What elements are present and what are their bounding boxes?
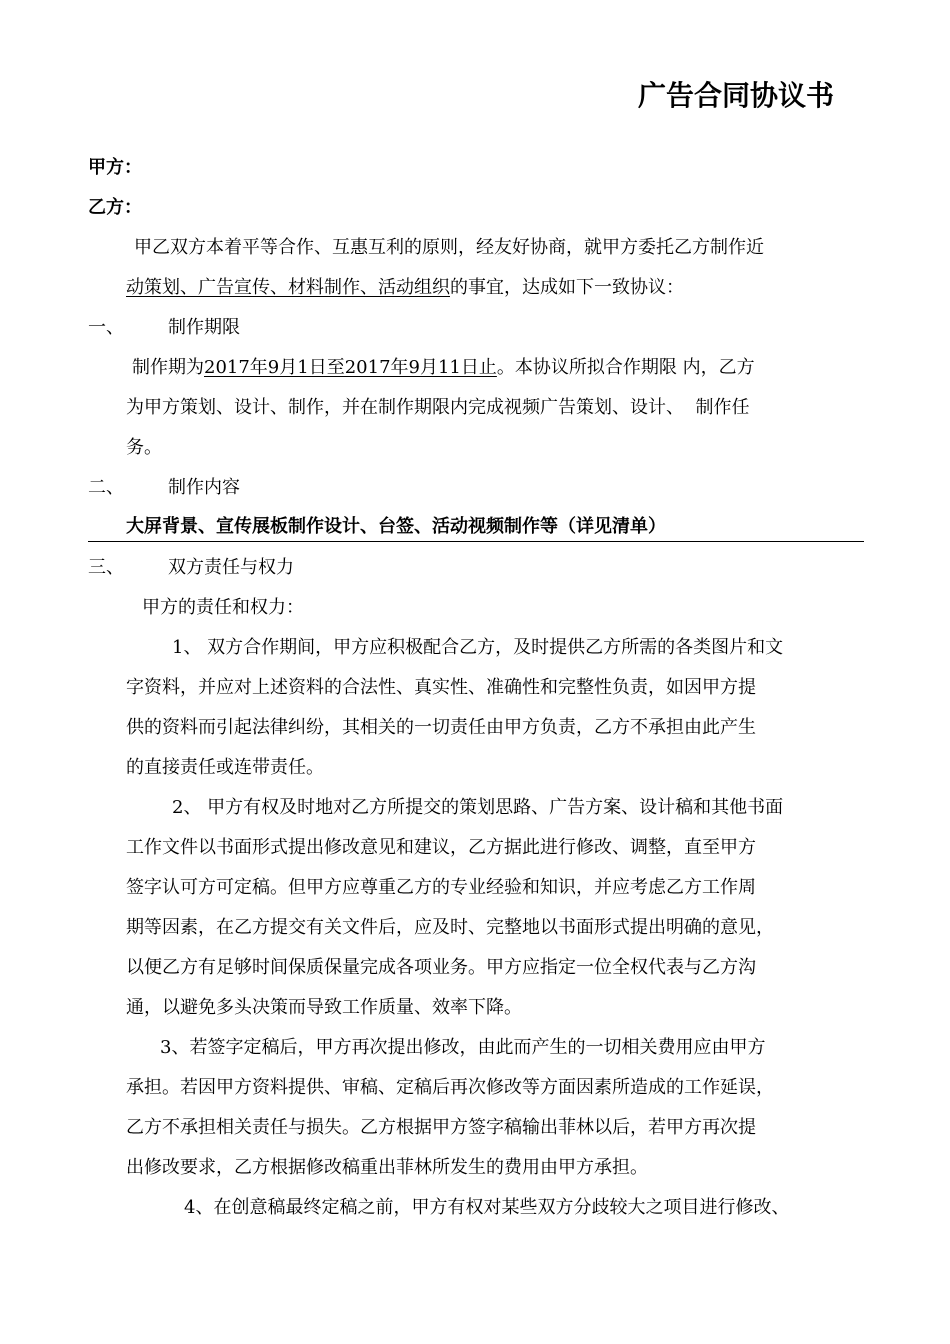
item-3-line-2: 承担。若因甲方资料提供、审稿、定稿后再次修改等方面因素所造成的工作延误， — [126, 1077, 774, 1098]
section-divider — [88, 541, 864, 542]
party-b-label: 乙方： — [88, 197, 142, 218]
item-1-line-4: 的直接责任或连带责任。 — [126, 757, 324, 778]
item-2-line-4: 期等因素，在乙方提交有关文件后，应及时、完整地以书面形式提出明确的意见， — [126, 917, 774, 938]
item-2-line-2: 工作文件以书面形式提出修改意见和建议，乙方据此进行修改、调整，直至甲方 — [126, 837, 756, 858]
item-3-line-3: 乙方不承担相关责任与损失。乙方根据甲方签字稿输出菲林以后，若甲方再次提 — [126, 1117, 756, 1138]
section-1-heading: 制作期限 — [168, 317, 240, 338]
intro-underlined-scope: 动策划、广告宣传、材料制作、活动组织 — [126, 277, 450, 298]
item-3-line-1: 3、若签字定稿后，甲方再次提出修改，由此而产生的一切相关费用应由甲方 — [160, 1037, 766, 1058]
item-2-line-1: 2、 甲方有权及时地对乙方所提交的策划思路、广告方案、设计稿和其他书面 — [172, 797, 784, 818]
section-2-content: 大屏背景、宣传展板制作设计、台签、活动视频制作等（详见清单） — [126, 516, 666, 537]
section-1-number: 一、 — [88, 317, 124, 338]
section-2-number: 二、 — [88, 477, 124, 498]
item-2-line-6: 通，以避免多头决策而导致工作质量、效率下降。 — [126, 997, 522, 1018]
intro-line-2 — [126, 276, 684, 300]
section-2-heading: 制作内容 — [168, 477, 240, 498]
term-suffix: 。本协议所拟合作期限 内，乙方 — [496, 357, 755, 378]
document-title: 广告合同协议书 — [638, 79, 835, 112]
item-3-line-4: 出修改要求，乙方根据修改稿重出菲林所发生的费用由甲方承担。 — [126, 1157, 648, 1178]
section-3-number: 三、 — [88, 557, 124, 578]
section-1-line-3: 务。 — [126, 437, 162, 458]
item-1-line-3: 供的资料而引起法律纠纷，其相关的一切责任由甲方负责，乙方不承担由此产生 — [126, 717, 756, 738]
party-a-label: 甲方： — [88, 157, 142, 178]
section-3-heading: 双方责任与权力 — [168, 557, 294, 578]
term-prefix: 制作期为 — [132, 357, 204, 378]
intro-line-1: 甲乙双方本着平等合作、互惠互利的原则，经友好协商，就甲方委托乙方制作近 — [134, 237, 764, 258]
intro-line-2-rest: 的事宜，达成如下一致协议： — [450, 277, 684, 298]
item-1-line-2: 字资料，并应对上述资料的合法性、真实性、准确性和完整性负责，如因甲方提 — [126, 677, 756, 698]
item-4-line-1: 4、在创意稿最终定稿之前，甲方有权对某些双方分歧较大之项目进行修改、 — [184, 1197, 790, 1218]
section-1-line-1 — [132, 356, 755, 380]
party-a-duties-subheading: 甲方的责任和权力： — [142, 597, 304, 618]
item-2-line-3: 签字认可方可定稿。但甲方应尊重乙方的专业经验和知识，并应考虑乙方工作周 — [126, 877, 756, 898]
item-1-line-1: 1、 双方合作期间，甲方应积极配合乙方，及时提供乙方所需的各类图片和文 — [172, 637, 784, 658]
term-dates: 2017年9月1日至2017年9月11日止 — [204, 357, 497, 378]
section-1-line-2: 为甲方策划、设计、制作，并在制作期限内完成视频广告策划、设计、 制作任 — [126, 397, 750, 418]
item-2-line-5: 以便乙方有足够时间保质保量完成各项业务。甲方应指定一位全权代表与乙方沟 — [126, 957, 756, 978]
